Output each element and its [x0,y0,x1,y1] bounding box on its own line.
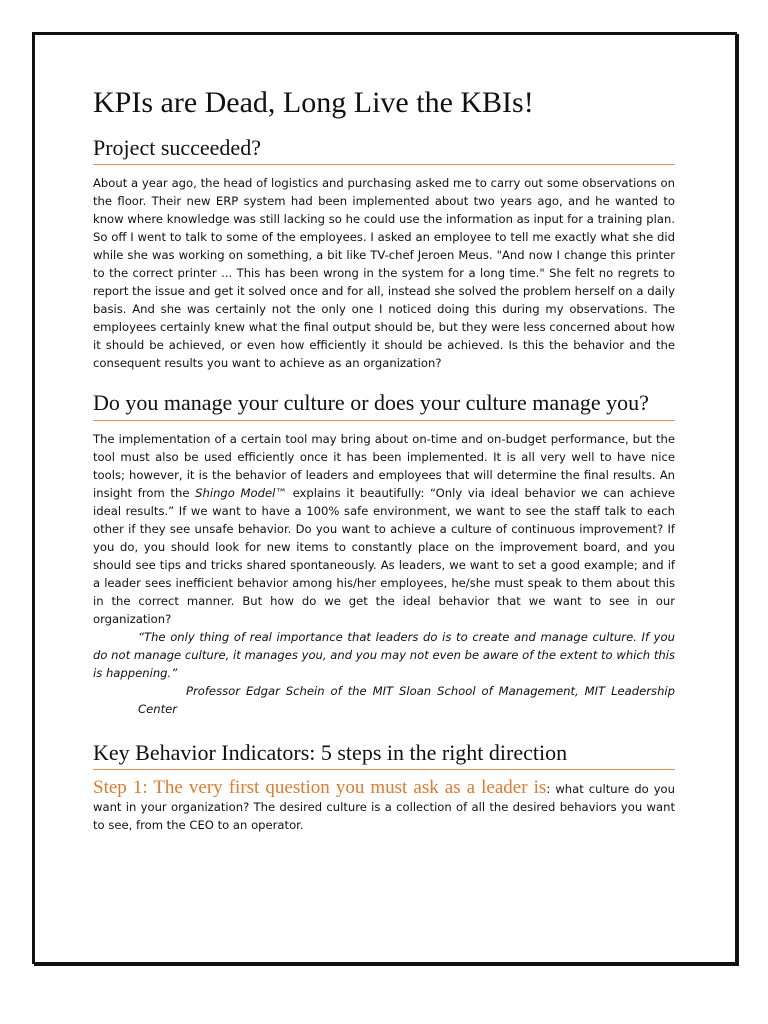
section-body-manage-culture [93,430,675,628]
body-text: The implementation of a certain tool may bring about on-time and on-budget performance, but the tool must also be used efficiently once it has been implemented. It is all very well to have nice tools; however, it is the behavior of leaders and employees that will determine the final results. An insight from the [93,431,675,500]
section-heading-key-behavior-indicators: Key Behavior Indicators: 5 steps in the right direction [93,740,675,770]
section-heading-project-succeeded: Project succeeded? [93,135,675,165]
schein-quote: “The only thing of real importance that leaders do is to create and manage culture. If you do not manage culture, it manages you, and you may not even be aware of the extent to which this is happening.” [93,629,675,680]
shingo-model-reference: Shingo Model™ [195,485,287,500]
section-heading-manage-culture: Do you manage your culture or does your culture manage you? [93,390,675,420]
section-body-project-succeeded: About a year ago, the head of logistics and purchasing asked me to carry out some observations on the floor. Their new ERP system had been implemented about two years ago, and he wanted to know where knowledge was still lacking so he could use the information as input for a training plan. So off I went to talk to some of the employees. I asked an employee to tell me exactly what she did while she was working on something, a bit like TV-chef Jeroen Meus. "And now I change this printer to the correct printer ... This has been wrong in the system for a long time." She felt no regrets to report the issue and get it solved once and for all, instead she solved the problem herself on a daily basis. And she was certainly not the only one I noticed doing this during my observations. The employees certainly knew what the final output should be, but they were less concerned about how it should be achieved, or even how efficiently it should be achieved. Is this the behavior and the consequent results you want to achieve as an organization? [93,176,675,371]
step-1-heading: Step 1: The very first question you must ask as a leader is [93,777,547,799]
body-text: explains it beautifully: “Only via ideal behavior we can achieve ideal results.” If we want to have a 100% safe environment, we want to see the staff talk to each other if they see unsafe behavior. Do you want to achieve a culture of continuous improvement? If you do, you should look for new items to constantly place on the improvement board, and you should see tips and tricks shared spontaneously. As leaders, we want to set a good example; and if a leader sees inefficient behavior among his/her employees, he/she must speak to them about this in the correct manner. But how do we get the ideal behavior that we want to see in our organization? [93,485,675,626]
step-1-colon: : [546,782,551,797]
page-title: KPIs are Dead, Long Live the KBIs! [93,86,534,119]
step-1-paragraph [93,779,675,834]
step-1-body: what culture do you want in your organization? The desired culture is a collection of all the desired behaviors you want to see, from the CEO to an operator. [93,782,676,833]
quote-attribution: Professor Edgar Schein of the MIT Sloan School of Management, MIT Leadership Center [138,683,675,716]
document-body [93,86,675,834]
